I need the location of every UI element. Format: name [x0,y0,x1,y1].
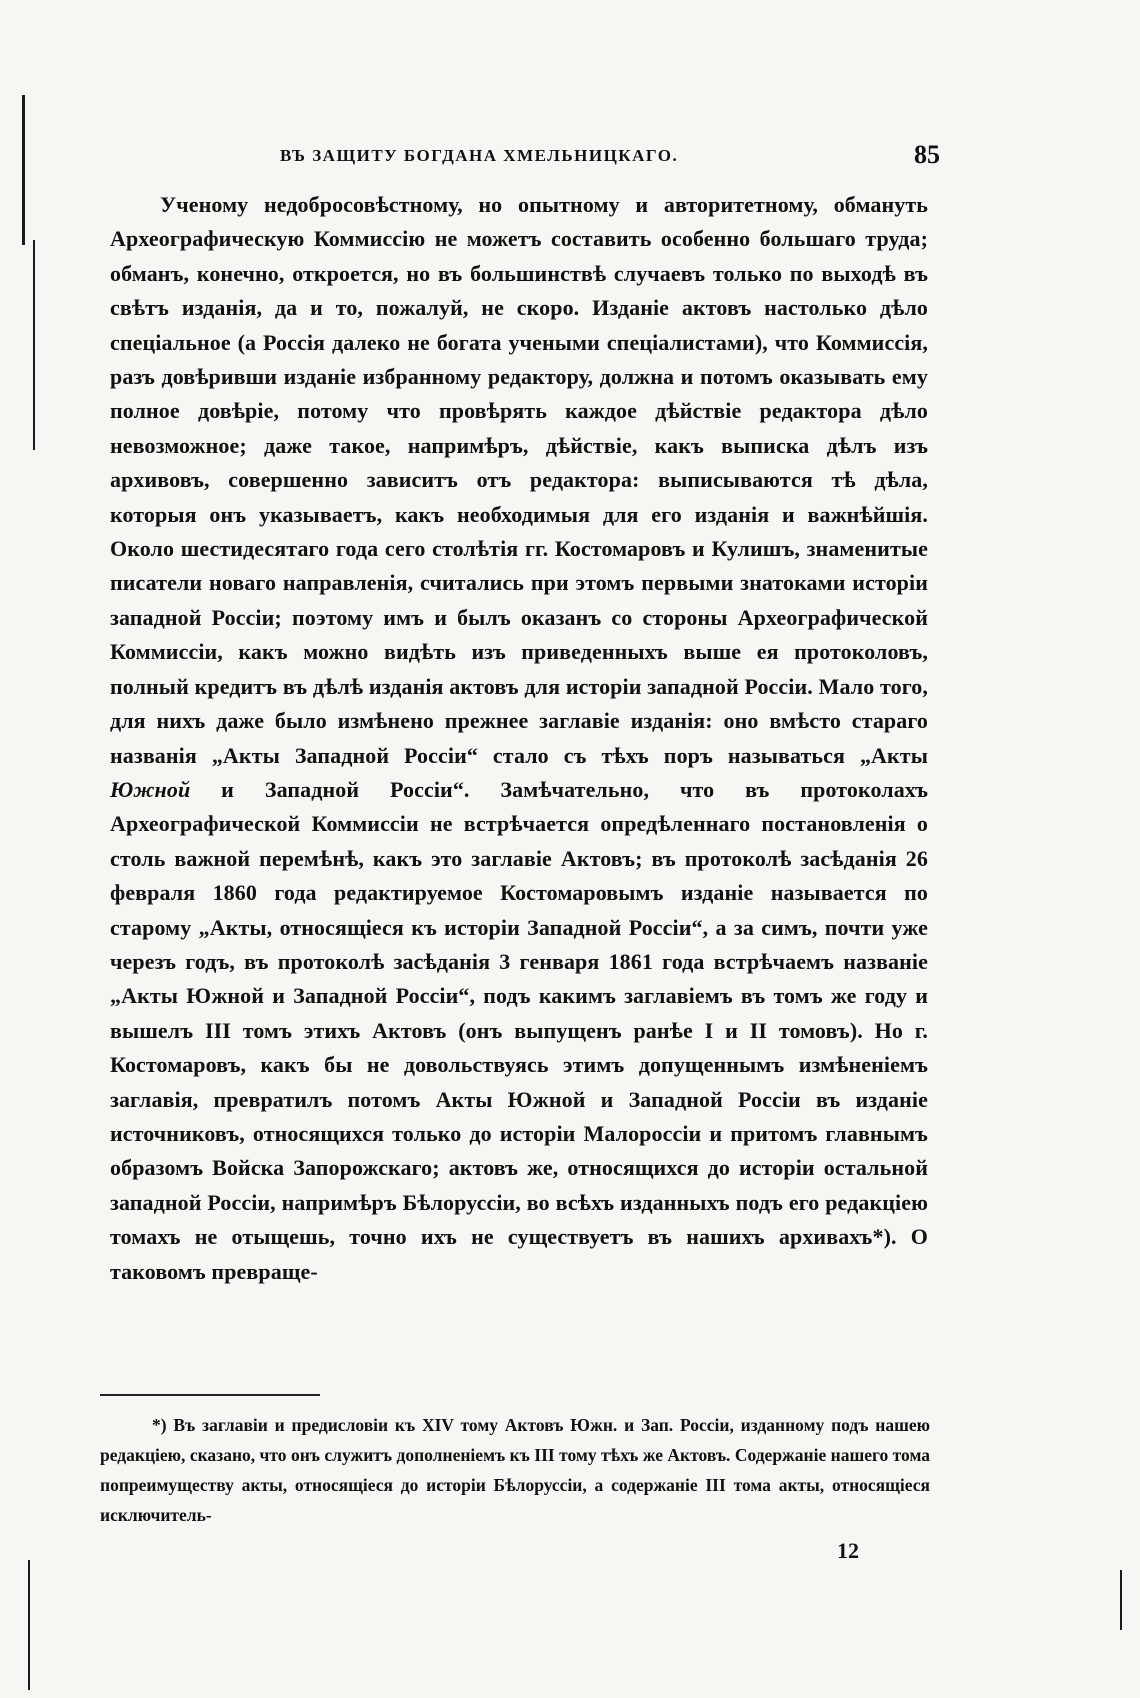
footnote-divider [100,1394,320,1396]
scan-edge-mark [22,95,25,245]
running-title: ВЪ ЗАЩИТУ БОГДАНА ХМЕЛЬНИЦКАГО. [280,146,679,165]
footnote: *) Въ заглавіи и предисловіи къ XIV тому Актовъ Южн. и Зап. Россіи, изданному подъ нашею редакціею, сказано, что онъ служитъ дополненіемъ къ III тому тѣхъ же Актовъ. Содержаніе нашего тома попреимуществу акты, относящіеся до исторіи Бѣлоруссіи, а содержаніе III тома акты, относящіеся исключитель- [100,1415,930,1525]
italic-word: Южной [110,776,191,802]
paragraph-text-part2: и Западной Россіи“. Замѣчательно, что въ протоколахъ Археографической Коммиссіи не встрѣчается опредѣленнаго постановленія о столь важной перемѣнѣ, какъ это заглавіе Актовъ; въ протоколѣ засѣданія 26 февраля 1860 года редактируемое Костомаровымъ изданіе называется по старому „Акты, относящіеся къ исторіи Западной Россіи“, а за симъ, почти уже черезъ годъ, въ протоколѣ засѣданія 3 генваря 1861 года встрѣчаемъ названіе „Акты Южной и Западной Россіи“, подъ какимъ заглавіемъ въ томъ же году и вышелъ III томъ этихъ Актовъ (онъ выпущенъ ранѣе I и II томовъ). Но г. Костомаровъ, какъ бы не довольствуясь этимъ допущеннымъ измѣненіемъ заглавія, превратилъ потомъ Акты Южной и Западной Россіи въ изданіе источниковъ, относящихся только до исторіи Малороссіи и притомъ главнымъ образомъ Войска Запорожскаго; актовъ же, относящихся до исторіи остальной западной Россіи, напримѣръ Бѣлоруссіи, во всѣхъ изданныхъ подъ его редакціею томахъ не отыщешь, точно ихъ не существуетъ въ нашихъ архивахъ*). О таковомъ превраще- [110,776,928,1284]
scan-edge-mark [33,240,35,450]
main-paragraph [110,188,928,1289]
scan-edge-mark [1120,1570,1122,1630]
running-head [140,140,940,180]
scan-edge-mark [28,1560,30,1690]
printer-signature-mark: 12 [837,1538,859,1563]
paragraph-text-part1: Ученому недобросовѣстному, но опытному и авторитетному, обмануть Археографическую Коммиссію не можетъ составить особенно большаго труда; обманъ, конечно, откроется, но въ большинствѣ случаевъ только по выходѣ въ свѣтъ изданія, да и то, пожалуй, не скоро. Изданіе актовъ настолько дѣло спеціальное (а Россія далеко не богата учеными спеціалистами), что Коммиссія, разъ довѣривши изданіе избранному редактору, должна и потомъ оказывать ему полное довѣріе, потому что провѣрять каждое дѣйствіе редактора дѣло невозможное; даже такое, напримѣръ, дѣйствіе, какъ выписка дѣлъ изъ архивовъ, совершенно зависитъ отъ редактора: выписываются тѣ дѣла, которыя онъ указываетъ, какъ необходимыя для его изданія и важнѣйшія. Около шестидесятаго года сего столѣтія гг. Костомаровъ и Кулишъ, знаменитые писатели новаго направленія, считались при этомъ первыми знатоками исторіи западной Россіи; поэтому имъ и былъ оказанъ со стороны Археографической Коммиссіи, какъ можно видѣть изъ приведенныхъ выше ея протоколовъ, полный кредитъ въ дѣлѣ изданія актовъ для исторіи западной Россіи. Мало того, для нихъ даже было измѣнено прежнее заглавіе изданія: оно вмѣсто стараго названія „Акты Западной Россіи“ стало съ тѣхъ поръ называться „Акты [110,192,928,768]
page-number: 85 [914,140,940,169]
